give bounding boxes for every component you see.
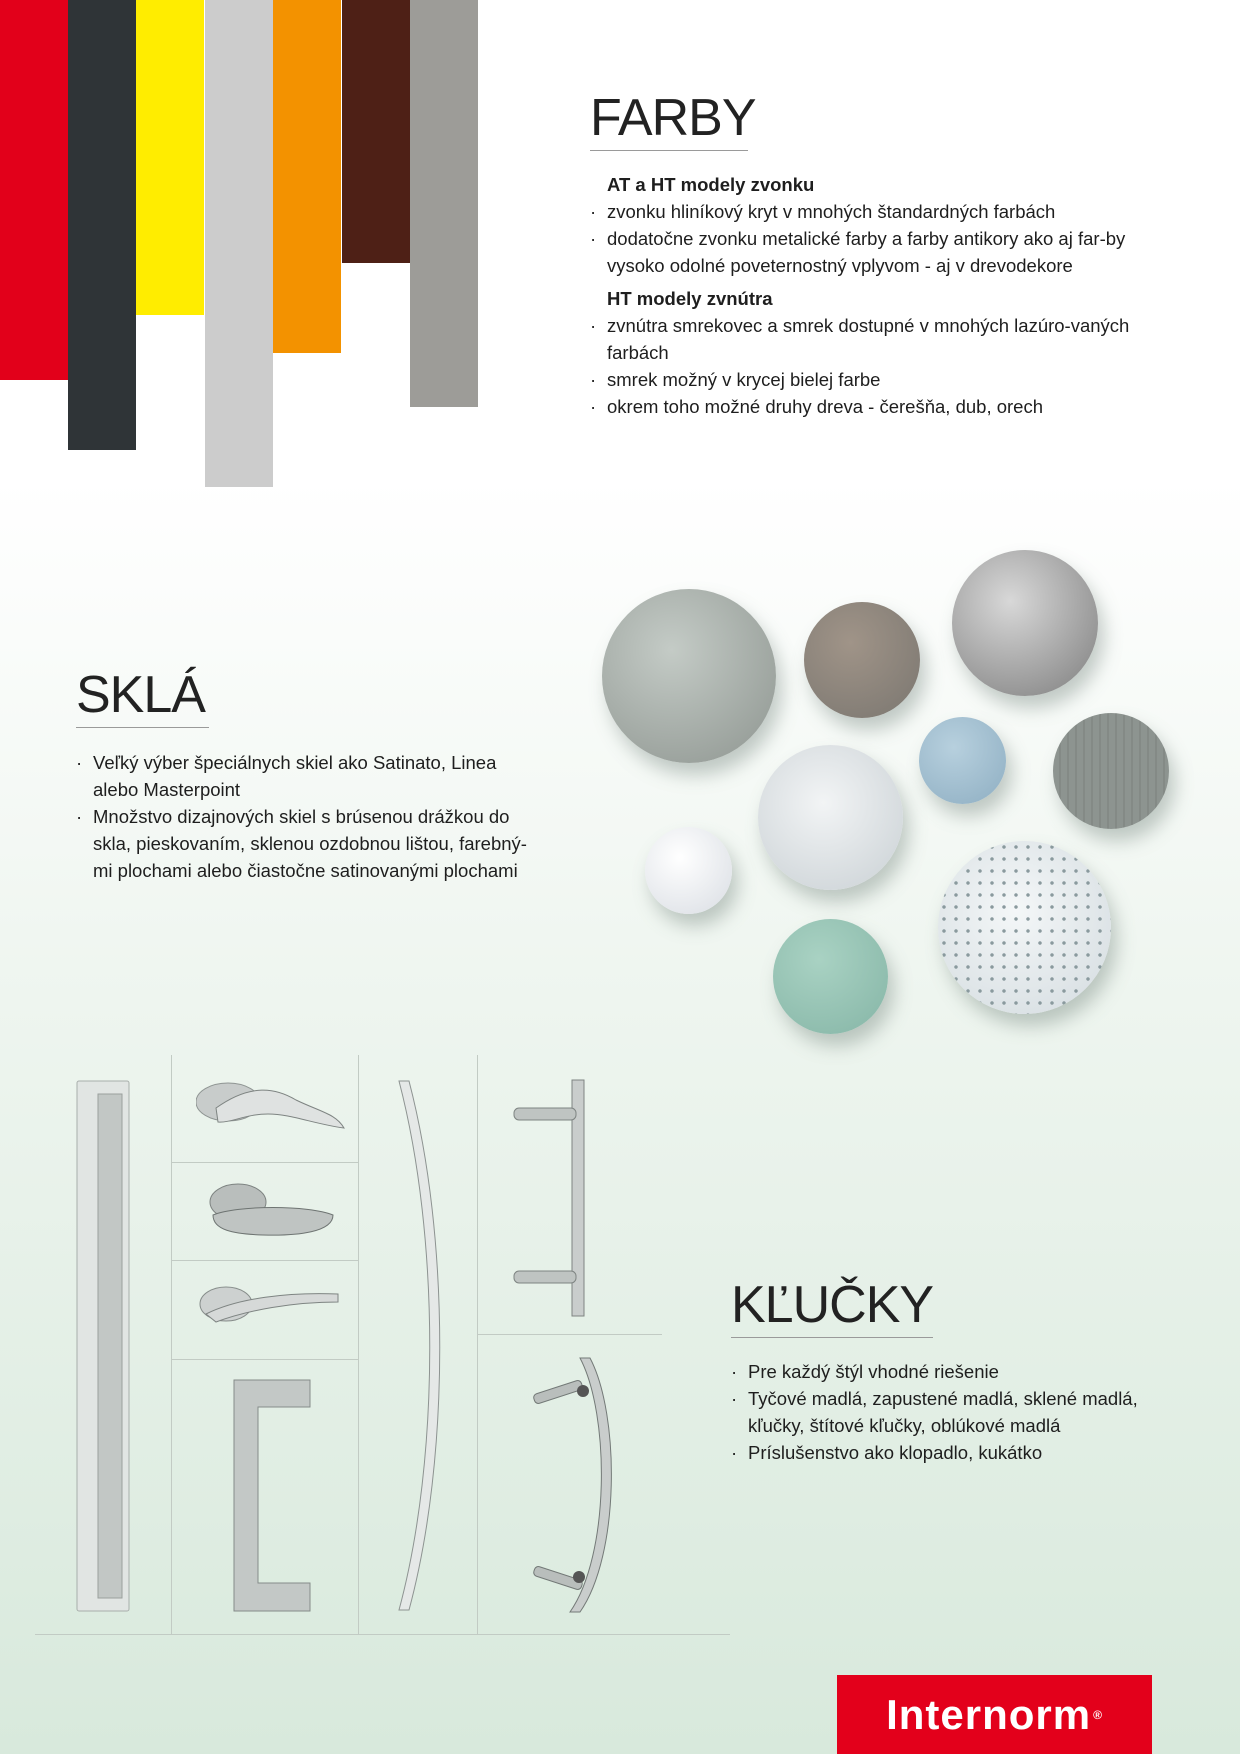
- klucky-text: [731, 1358, 1181, 1472]
- klucky-list: [731, 1358, 1181, 1466]
- farby-list-at-ht: [590, 198, 1130, 279]
- grid-line: [477, 1055, 478, 1635]
- grid-line: [477, 1334, 662, 1335]
- glass-sample-blue: [919, 717, 1006, 804]
- registered-mark: ®: [1093, 1707, 1103, 1722]
- grid-line: [171, 1359, 358, 1360]
- glass-sample-dotted: [938, 841, 1111, 1014]
- bar-pull-handle-bowed: [525, 1355, 625, 1615]
- list-item: · okrem toho možné druhy dreva - čerešňa, dub, orech: [590, 393, 1130, 420]
- farby-subtitle-ht: HT modely zvnútra: [607, 288, 773, 309]
- glass-sample-lined: [1053, 713, 1169, 829]
- internorm-logo: [837, 1675, 1152, 1754]
- grid-line: [171, 1162, 358, 1163]
- lever-handle-rounded: [208, 1180, 338, 1240]
- glass-sample-white: [645, 827, 732, 914]
- color-swatch-anthracite: [68, 0, 136, 450]
- skla-heading: SKLÁ: [76, 669, 209, 728]
- list-item: · Množstvo dizajnových skiel s brúsenou drážkou do skla, pieskovaním, sklenou ozdobnou lištou, farebný-mi plochami alebo čiastočne satinovanými plochami: [76, 803, 546, 884]
- logo-text: Internorm: [886, 1690, 1092, 1738]
- farby-heading: FARBY: [590, 92, 748, 151]
- color-swatch-brown: [342, 0, 410, 263]
- recessed-pull-handle: [76, 1080, 132, 1614]
- lever-handle-curved: [198, 1280, 343, 1330]
- list-item: · Tyčové madlá, zapustené madlá, sklené madlá, kľučky, štítové kľučky, oblúkové madlá: [731, 1385, 1181, 1439]
- farby-subtitle-at-ht: AT a HT modely zvonku: [607, 174, 815, 195]
- farby-text: [590, 171, 1130, 426]
- bar-pull-handle-square: [230, 1377, 312, 1615]
- color-swatch-orange: [273, 0, 341, 353]
- color-swatch-red: [0, 0, 68, 380]
- list-item: · Pre každý štýl vhodné riešenie: [731, 1358, 1181, 1385]
- grid-line: [358, 1055, 359, 1635]
- farby-list-ht: [590, 312, 1130, 420]
- glass-sample-frosted: [758, 745, 903, 890]
- glass-sample-cracked: [602, 589, 776, 763]
- color-swatch-yellow: [136, 0, 204, 315]
- skla-list: [76, 749, 546, 884]
- klucky-heading: KĽUČKY: [731, 1279, 933, 1338]
- list-item: · zvonku hliníkový kryt v mnohých štandardných farbách: [590, 198, 1130, 225]
- glass-sample-textured: [952, 550, 1098, 696]
- lever-handle-wave: [196, 1078, 346, 1138]
- bar-pull-handle-arched: [395, 1078, 445, 1613]
- list-item: · Príslušenstvo ako klopadlo, kukátko: [731, 1439, 1181, 1466]
- grid-line: [171, 1260, 358, 1261]
- list-item: · Veľký výber špeciálnych skiel ako Satinato, Linea alebo Masterpoint: [76, 749, 546, 803]
- color-swatch-light-grey: [205, 0, 273, 487]
- glass-sample-mint: [773, 919, 888, 1034]
- list-item: · smrek možný v krycej bielej farbe: [590, 366, 1130, 393]
- glass-sample-bronze: [804, 602, 920, 718]
- grid-line: [35, 1634, 730, 1635]
- grid-line: [171, 1055, 172, 1635]
- list-item: · dodatočne zvonku metalické farby a farby antikory ako aj far-by vysoko odolné poveternostný vplyvom - aj v drevodekore: [590, 225, 1130, 279]
- color-swatch-grey: [410, 0, 478, 407]
- list-item: · zvnútra smrekovec a smrek dostupné v mnohých lazúro-vaných farbách: [590, 312, 1130, 366]
- skla-text: [76, 749, 546, 890]
- bar-pull-handle-straight: [512, 1078, 592, 1318]
